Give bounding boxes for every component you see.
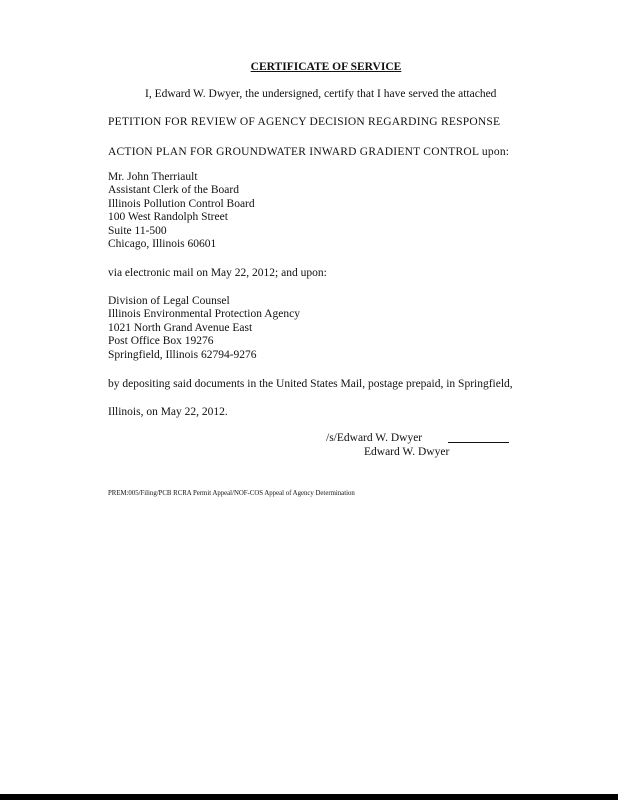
intro-paragraph: I, Edward W. Dwyer, the undersigned, certify that I have served the attached [145, 88, 497, 100]
deposit-paragraph-line1: by depositing said documents in the United States Mail, postage prepaid, in Springfield, [108, 378, 513, 390]
address-line: 1021 North Grand Avenue East [108, 321, 253, 334]
signer-name: Edward W. Dwyer [364, 446, 450, 458]
address-line: Mr. John Therriault [108, 171, 198, 183]
signature-line [448, 442, 509, 443]
address-line: Post Office Box 19276 [108, 335, 214, 348]
petition-title-line1: PETITION FOR REVIEW OF AGENCY DECISION REGARDING RESPONSE [108, 116, 501, 128]
file-path-footer: PREM:005/Filing/PCB RCRA Permit Appeal/NOF-COS Appeal of Agency Determination [108, 490, 355, 497]
document-title: CERTIFICATE OF SERVICE [250, 61, 402, 73]
address-line: Suite 11-500 [108, 224, 167, 237]
recipient-address-block-1 [108, 171, 255, 251]
address-line: Division of Legal Counsel [108, 295, 230, 307]
address-line: 100 West Randolph Street [108, 211, 228, 224]
deposit-paragraph-line2: Illinois, on May 22, 2012. [108, 406, 228, 418]
service-method-email: via electronic mail on May 22, 2012; and upon: [108, 267, 327, 279]
address-line: Illinois Environmental Protection Agency [108, 308, 300, 321]
page-bottom-edge [0, 794, 618, 800]
address-line: Illinois Pollution Control Board [108, 197, 255, 210]
recipient-address-block-2 [108, 295, 300, 362]
electronic-signature: /s/Edward W. Dwyer [326, 432, 423, 444]
petition-title-line2: ACTION PLAN FOR GROUNDWATER INWARD GRADIENT CONTROL upon: [108, 146, 510, 158]
address-line: Assistant Clerk of the Board [108, 184, 239, 197]
address-line: Springfield, Illinois 62794-9276 [108, 348, 257, 361]
address-line: Chicago, Illinois 60601 [108, 237, 217, 250]
